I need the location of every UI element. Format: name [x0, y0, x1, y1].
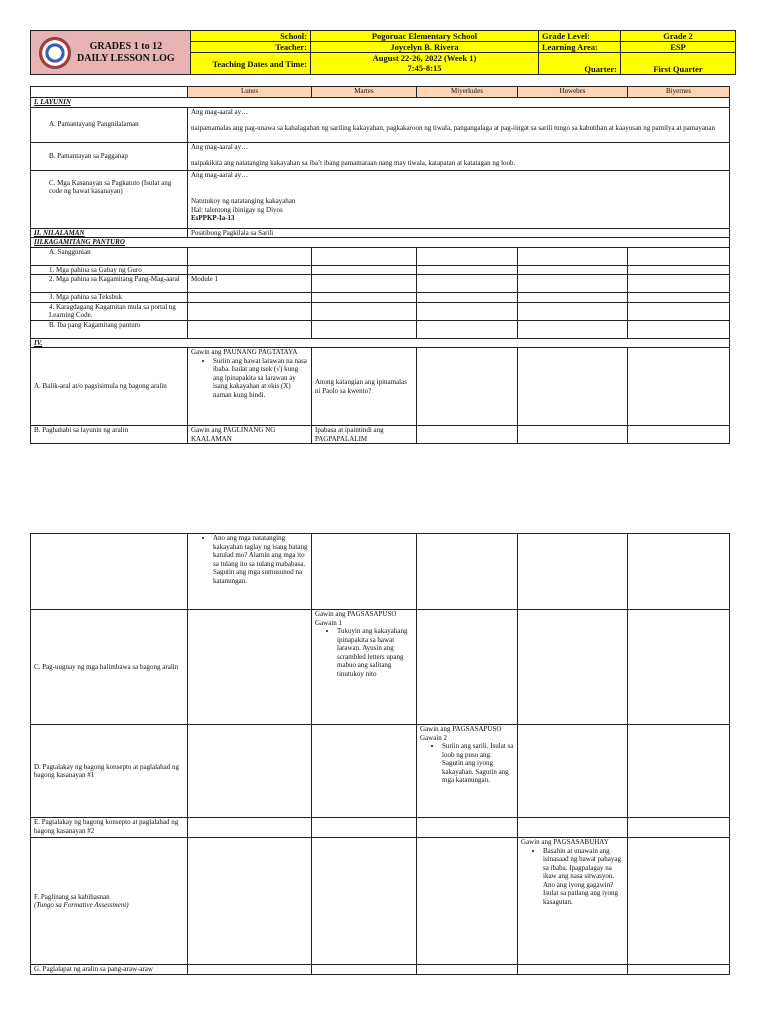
cell: [628, 320, 730, 338]
cell: [628, 426, 730, 444]
paghahabi-lunes-cont: [188, 534, 312, 610]
activity-title: Gawin ang PAGSASAPUSO: [420, 725, 502, 733]
content-standard-text: naipamamalas ang pag-unawa sa kahalagahan ng sariling kakayahan, pagkakaroon ng tiwala, pangangalaga at pag-iingat sa sarili tungo sa kabutihan at kaayusan ng pamilya at pamayanan: [191, 124, 716, 132]
cell: [188, 265, 312, 275]
row-label-sanggunian: A. Sanggunian: [31, 247, 188, 265]
cell: [312, 247, 417, 265]
dates-label: Teaching Dates and Time:: [191, 53, 311, 75]
cell: [188, 965, 312, 975]
pamantayang-pangnilalaman-content: [188, 107, 730, 142]
pamantayan-pagganap-content: [188, 142, 730, 170]
activity-title: Gawin ang PAUNANG PAGTATAYA: [191, 348, 298, 356]
cell: [628, 838, 730, 965]
list-item: • Suriin ang sarili. Isulat sa loob ng puso ang. Sagutin ang iyong kakayahan. Sagutin ang mga katanungan.: [442, 742, 514, 785]
teacher-value: Joycelyn B. Rivera: [311, 42, 539, 53]
section-iv: IV.: [31, 338, 730, 348]
cell: [518, 275, 628, 293]
activity-list: [191, 534, 308, 585]
grades-title: GRADES 1 to 12: [89, 40, 163, 52]
competency-example: Hal: talentong ibinigay ng Diyos: [191, 205, 283, 214]
cell: [188, 610, 312, 725]
cell: [417, 818, 518, 838]
cell: [417, 293, 518, 303]
paghahabi-martes: Ipabasa at ipaintindi ang PAGPAPALALIM: [312, 426, 417, 444]
cell: [628, 348, 730, 426]
grade-value: Grade 2: [621, 31, 736, 42]
row-label-paglalapat: G. Paglalapat ng aralin sa pang-araw-araw: [31, 965, 188, 975]
cell: [417, 247, 518, 265]
teacher-label: Teacher:: [191, 42, 311, 53]
school-value: Pogoruac Elementary School: [311, 31, 539, 42]
area-label: Learning Area:: [539, 42, 621, 53]
nilalaman-value: Positibong Pagkilala sa Sarili: [188, 228, 730, 238]
row-label-iba-pang: B. Iba pang Kagamitang panturo: [31, 320, 188, 338]
cell: [417, 426, 518, 444]
corner-cell: [31, 87, 188, 98]
day-lunes: Lunes: [188, 87, 312, 98]
cell: [417, 302, 518, 320]
cell: [312, 275, 417, 293]
activity-subtitle: Gawain 1: [315, 618, 343, 627]
cell: [312, 965, 417, 975]
lesson-table-part1: [30, 86, 730, 444]
cell: [417, 838, 518, 965]
cell: [417, 610, 518, 725]
day-header-row: [31, 87, 730, 98]
cell: [518, 534, 628, 610]
cell: [518, 293, 628, 303]
cell: [312, 534, 417, 610]
competency-code: EsPPKP-Ia-13: [191, 214, 235, 222]
cell: [417, 965, 518, 975]
cell: [312, 838, 417, 965]
cell: [518, 320, 628, 338]
cell: [628, 302, 730, 320]
time-value: 7:45-8:15: [407, 63, 442, 73]
cell: [518, 265, 628, 275]
dates-value: August 22-26, 2022 (Week 1): [372, 53, 477, 63]
cell: [312, 320, 417, 338]
list-item: • Ano ang mga natatanging kakayahan taglay ng isang batang katulad mo? Alamin ang mga ito sa tulang ito sa tulang mababasa. Sagutin ang mga sumusunod na katanungan.: [213, 534, 308, 585]
row-label-pagtalakay-2: E. Pagtalakay ng bagong konsepto at paglalahad ng bagong kasanayan #2: [31, 818, 188, 838]
list-item: • Tukuyin ang kakayahang ipinapakita sa bawat larawan. Ayusin ang scrambled letters upang mabuo ang salitang tinutukoy nito: [337, 627, 413, 678]
row-label-kasanayan: C. Mga Kasanayan sa Pagkatuto (Isulat ang code ng bawat kasanayan): [31, 170, 188, 228]
cell: [417, 265, 518, 275]
cell: [312, 293, 417, 303]
cell: [417, 348, 518, 426]
row-label-gabay: 1. Mga pahina sa Gabay ng Guro: [31, 265, 188, 275]
row-label-pamantayang-pangnilalaman: A. Pamantayang Pangnilalaman: [31, 107, 188, 142]
competency-text: Natutukoy ng natatanging kakayahan: [191, 197, 296, 205]
day-biyernes: Biyernes: [628, 87, 730, 98]
list-item: • Basahin at unawain ang isinasaad ng bawat pahayag sa ibaba. Ipagpalagay na ikaw ang nasa sitwasyon. Ano ang iyong gagawin? Isulat sa patlang ang iyong kasagutan.: [543, 847, 624, 907]
activity-title: Gawin ang PAGSASABUHAY: [521, 838, 609, 846]
cell: [628, 725, 730, 818]
deped-seal-icon: [39, 37, 71, 69]
cell: [312, 725, 417, 818]
activity-list: [191, 357, 308, 400]
school-label: School:: [191, 31, 311, 42]
log-title: DAILY LESSON LOG: [77, 52, 175, 64]
cell: [188, 838, 312, 965]
cell: [188, 293, 312, 303]
kasanayan-content: [188, 170, 730, 228]
row-label-pamantayan-pagganap: B. Pamantayan sa Pagganap: [31, 142, 188, 170]
cell: [518, 610, 628, 725]
cell: [628, 265, 730, 275]
cell: [518, 247, 628, 265]
grade-label: Grade Level:: [539, 31, 621, 42]
cell: [628, 610, 730, 725]
intro-text: Ang mag-aaral ay…: [191, 107, 249, 116]
section-layunin: I. LAYUNIN: [31, 98, 730, 108]
intro-text: Ang mag-aaral ay…: [191, 170, 249, 179]
balik-aral-martes: Anong katangian ang ipinamalas ni Paolo sa kwento?: [312, 348, 417, 426]
cell: [518, 818, 628, 838]
activity-list: [420, 742, 514, 785]
pagtalakay-miyerkules: [417, 725, 518, 818]
cell: [628, 965, 730, 975]
quarter-label: Quarter:: [539, 53, 621, 75]
row-label-teksbuk: 3. Mga pahina sa Teksbuk: [31, 293, 188, 303]
activity-title: Gawin ang PAGSASAPUSO: [315, 610, 397, 618]
list-item: • Suriin ang bawat larawan na nasa ibaba. Isulat ang tsek (√) kung ang ipinapakita sa larawan ay isang kakayahan at ekis (X) naman kung hindi.: [213, 357, 308, 400]
header-table: [30, 30, 736, 75]
activity-list: [315, 627, 413, 678]
paglinang-sub: (Tungo sa Formative Assessment): [34, 901, 129, 909]
row-label-paghahabi: B. Paghahabi sa layunin ng aralin: [31, 426, 188, 444]
performance-standard-text: naipakikita ang natatanging kakayahan sa iba’t ibang pamamaraan nang may tiwala, katapatan at katatagan ng loob.: [191, 159, 516, 167]
cell: [188, 302, 312, 320]
paglinang-label: F. Paglinang sa kabihasnan: [34, 892, 110, 901]
row-label-balik-aral: A. Balik-aral at/o pagsisimula ng bagong aralin: [31, 348, 188, 426]
row-label-kagamitang-mag-aaral: 2. Mga pahina sa Kagamitang Pang-Mag-aaral: [31, 275, 188, 293]
day-miyerkules: Miyerkules: [417, 87, 518, 98]
kagamitan-value: Module 1: [188, 275, 312, 293]
cell: [417, 320, 518, 338]
cell: [312, 302, 417, 320]
balik-aral-lunes: [188, 348, 312, 426]
section-kagamitan: III.KAGAMITANG PANTURO: [31, 238, 730, 248]
activity-subtitle: Gawain 2: [420, 733, 448, 742]
section-nilalaman: II. NILALAMAN: [31, 228, 188, 238]
cell: [312, 818, 417, 838]
cell: [628, 247, 730, 265]
cell: [417, 534, 518, 610]
cell: [188, 247, 312, 265]
cell: [31, 534, 188, 610]
lesson-table-part2: [30, 533, 730, 975]
cell: [518, 348, 628, 426]
cell: [628, 275, 730, 293]
day-huwebes: Huwebes: [518, 87, 628, 98]
cell: [518, 965, 628, 975]
cell: [188, 320, 312, 338]
cell: [188, 725, 312, 818]
cell: [417, 275, 518, 293]
activity-list: [521, 847, 624, 907]
paglinang-huwebes: [518, 838, 628, 965]
row-label-paglinang: [31, 838, 188, 965]
day-martes: Martes: [312, 87, 417, 98]
paghahabi-lunes: Gawin ang PAGLINANG NG KAALAMAN: [188, 426, 312, 444]
logo-cell: [31, 31, 191, 75]
dates-value-cell: [311, 53, 539, 75]
area-value: ESP: [621, 42, 736, 53]
quarter-value: First Quarter: [621, 53, 736, 75]
cell: [628, 818, 730, 838]
cell: [628, 293, 730, 303]
row-label-pag-uugnay: C. Pag-uugnay ng mga halimbawa sa bagong aralin: [31, 610, 188, 725]
row-label-karagdagang: 4. Karagdagang Kagamitan mula sa portal ng Learning Code.: [31, 302, 188, 320]
cell: [518, 426, 628, 444]
pag-uugnay-martes: [312, 610, 417, 725]
cell: [628, 534, 730, 610]
cell: [312, 265, 417, 275]
intro-text: Ang mag-aaral ay…: [191, 142, 249, 151]
cell: [518, 725, 628, 818]
row-label-pagtalakay-1: D. Pagtalakay ng bagong konsepto at paglalahad ng bagong kasanayan #1: [31, 725, 188, 818]
cell: [518, 302, 628, 320]
cell: [188, 818, 312, 838]
